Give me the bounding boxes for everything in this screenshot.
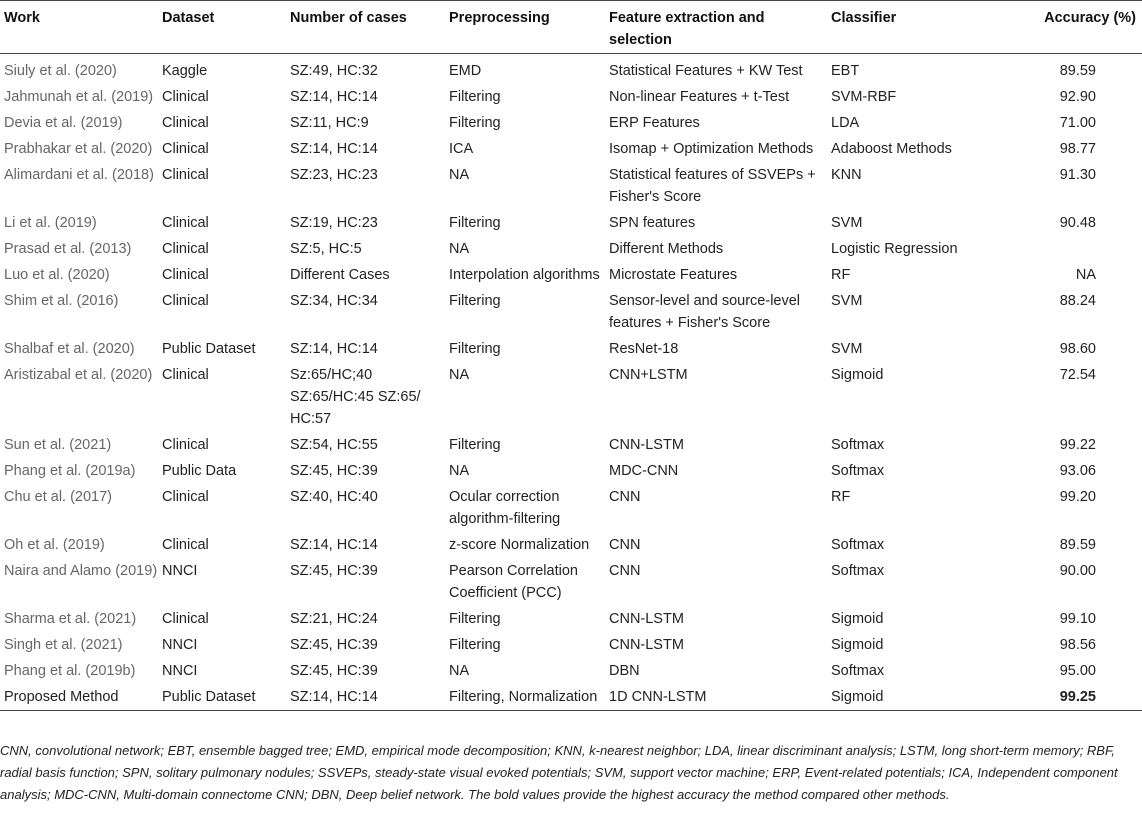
cell-classifier: Logistic Regression bbox=[831, 241, 958, 257]
cell-dataset: Clinical bbox=[162, 611, 209, 627]
cell-preprocessing: Filtering bbox=[449, 115, 501, 131]
cell-features: CNN-LSTM bbox=[609, 437, 684, 453]
cell-preprocessing: Filtering, Normalization bbox=[449, 689, 598, 705]
table-row bbox=[0, 84, 1142, 110]
table-footnote: CNN, convolutional network; EBT, ensemble bagged tree; EMD, empirical mode decomposition; KNN, k-nearest neighbor; LDA, linear discriminant analysis; LSTM, long short-term memory; RBF, radial basis function; SPN, solitary pulmonary nodules; SSVEPs, steady-state visual evoked potentials; SVM, support vector machine; ERP, Event-related potentials; ICA, Independent component analysis; MDC-CNN, Multi-domain connectome CNN; DBN, Deep belief network. The bold values provide the highest accuracy the method compared other methods. bbox=[0, 743, 1118, 802]
cell-features: CNN+LSTM bbox=[609, 367, 688, 383]
cell-features: CNN bbox=[609, 489, 641, 505]
cell-classifier: Sigmoid bbox=[831, 637, 884, 653]
cell-classifier: Sigmoid bbox=[831, 689, 884, 705]
cell-features: ResNet-18 bbox=[609, 341, 679, 357]
table-row bbox=[0, 54, 1142, 85]
cell-accuracy: 90.00 bbox=[1059, 563, 1096, 579]
cell-accuracy: 99.10 bbox=[1059, 611, 1096, 627]
cell-classifier: Softmax bbox=[831, 463, 885, 479]
cell-classifier: LDA bbox=[831, 115, 860, 131]
cell-accuracy: 92.90 bbox=[1059, 89, 1096, 105]
cell-work: Devia et al. (2019) bbox=[4, 115, 123, 131]
cell-preprocessing: EMD bbox=[449, 63, 482, 79]
cell-dataset: Clinical bbox=[162, 437, 209, 453]
header-row bbox=[0, 1, 1142, 54]
cell-cases: SZ:14, HC:14 bbox=[290, 537, 378, 553]
cell-cases: SZ:45, HC:39 bbox=[290, 563, 378, 579]
cell-work: Sharma et al. (2021) bbox=[4, 611, 137, 627]
cell-features: Different Methods bbox=[609, 241, 724, 257]
cell-cases: SZ:45, HC:39 bbox=[290, 663, 378, 679]
cell-accuracy: 93.06 bbox=[1059, 463, 1096, 479]
cell-cases: SZ:5, HC:5 bbox=[290, 241, 362, 257]
cell-preprocessing: Filtering bbox=[449, 437, 501, 453]
cell-preprocessing: NA bbox=[449, 241, 470, 257]
cell-accuracy: 95.00 bbox=[1059, 663, 1096, 679]
cell-accuracy: 99.22 bbox=[1059, 437, 1096, 453]
cell-accuracy: 90.48 bbox=[1059, 215, 1096, 231]
cell-cases: SZ:23, HC:23 bbox=[290, 167, 378, 183]
cell-accuracy: 99.20 bbox=[1059, 489, 1096, 505]
header-accuracy: Accuracy (%) bbox=[1044, 10, 1136, 26]
cell-dataset: NNCI bbox=[162, 637, 198, 653]
table-row bbox=[0, 684, 1142, 711]
cell-classifier: Adaboost Methods bbox=[831, 141, 952, 157]
cell-accuracy: 89.59 bbox=[1059, 537, 1096, 553]
cell-preprocessing: NA bbox=[449, 663, 470, 679]
cell-dataset: NNCI bbox=[162, 663, 198, 679]
cell-dataset: Public Dataset bbox=[162, 341, 256, 357]
cell-dataset: Clinical bbox=[162, 267, 209, 283]
table-row bbox=[0, 262, 1142, 288]
table-body bbox=[0, 54, 1142, 711]
cell-features: Microstate Features bbox=[609, 267, 738, 283]
cell-preprocessing: NA bbox=[449, 167, 470, 183]
cell-features: DBN bbox=[609, 663, 640, 679]
cell-work: Phang et al. (2019b) bbox=[4, 663, 136, 679]
table-row bbox=[0, 632, 1142, 658]
cell-work: Luo et al. (2020) bbox=[4, 267, 110, 283]
cell-dataset: NNCI bbox=[162, 563, 198, 579]
cell-preprocessing: Pearson Correlation Coefficient (PCC) bbox=[449, 563, 578, 601]
cell-work: Proposed Method bbox=[4, 689, 119, 705]
cell-dataset: Clinical bbox=[162, 215, 209, 231]
cell-accuracy: 88.24 bbox=[1059, 293, 1096, 309]
header-dataset: Dataset bbox=[162, 10, 215, 26]
cell-classifier: SVM-RBF bbox=[831, 89, 897, 105]
cell-classifier: EBT bbox=[831, 63, 860, 79]
cell-accuracy: 89.59 bbox=[1059, 63, 1096, 79]
cell-preprocessing: z-score Normalization bbox=[449, 537, 590, 553]
cell-work: Jahmunah et al. (2019) bbox=[4, 89, 154, 105]
cell-cases: SZ:19, HC:23 bbox=[290, 215, 378, 231]
cell-classifier: Softmax bbox=[831, 563, 885, 579]
table-row bbox=[0, 658, 1142, 684]
header-cases: Number of cases bbox=[290, 10, 407, 26]
cell-cases: SZ:49, HC:32 bbox=[290, 63, 378, 79]
cell-accuracy: 71.00 bbox=[1059, 115, 1096, 131]
cell-work: Shalbaf et al. (2020) bbox=[4, 341, 135, 357]
cell-work: Phang et al. (2019a) bbox=[4, 463, 136, 479]
cell-classifier: Softmax bbox=[831, 537, 885, 553]
cell-dataset: Public Dataset bbox=[162, 689, 256, 705]
cell-cases: SZ:14, HC:14 bbox=[290, 141, 378, 157]
cell-cases: SZ:14, HC:14 bbox=[290, 89, 378, 105]
cell-cases: SZ:34, HC:34 bbox=[290, 293, 378, 309]
table-row bbox=[0, 236, 1142, 262]
cell-preprocessing: Interpolation algorithms bbox=[449, 267, 600, 283]
cell-accuracy: 99.25 bbox=[1059, 689, 1096, 705]
table-row bbox=[0, 336, 1142, 362]
cell-cases: SZ:14, HC:14 bbox=[290, 341, 378, 357]
cell-features: Statistical Features + KW Test bbox=[609, 63, 803, 79]
table-row bbox=[0, 458, 1142, 484]
cell-classifier: SVM bbox=[831, 341, 863, 357]
cell-preprocessing: ICA bbox=[449, 141, 474, 157]
cell-accuracy: 72.54 bbox=[1059, 367, 1096, 383]
header-preprocessing: Preprocessing bbox=[449, 10, 550, 26]
table-row bbox=[0, 136, 1142, 162]
cell-preprocessing: NA bbox=[449, 367, 470, 383]
cell-features: MDC-CNN bbox=[609, 463, 679, 479]
cell-cases: SZ:11, HC:9 bbox=[290, 115, 369, 131]
cell-features: CNN-LSTM bbox=[609, 611, 684, 627]
cell-accuracy: 98.77 bbox=[1059, 141, 1096, 157]
cell-cases: SZ:45, HC:39 bbox=[290, 463, 378, 479]
cell-dataset: Public Data bbox=[162, 463, 237, 479]
cell-features: Statistical features of SSVEPs + Fisher's Score bbox=[609, 167, 816, 205]
cell-cases: SZ:21, HC:24 bbox=[290, 611, 378, 627]
table-row bbox=[0, 558, 1142, 606]
cell-accuracy: 98.60 bbox=[1059, 341, 1096, 357]
cell-features: Isomap + Optimization Methods bbox=[609, 141, 814, 157]
cell-classifier: Softmax bbox=[831, 663, 885, 679]
cell-classifier: Sigmoid bbox=[831, 611, 884, 627]
cell-work: Li et al. (2019) bbox=[4, 215, 97, 231]
cell-features: 1D CNN-LSTM bbox=[609, 689, 707, 705]
cell-dataset: Clinical bbox=[162, 167, 209, 183]
cell-preprocessing: Filtering bbox=[449, 215, 501, 231]
table-row bbox=[0, 210, 1142, 236]
table-row bbox=[0, 606, 1142, 632]
cell-accuracy: 98.56 bbox=[1059, 637, 1096, 653]
cell-cases: SZ:54, HC:55 bbox=[290, 437, 378, 453]
table-header bbox=[0, 1, 1142, 54]
table-row bbox=[0, 432, 1142, 458]
cell-features: Non-linear Features + t-Test bbox=[609, 89, 790, 105]
table-row bbox=[0, 162, 1142, 210]
table-row bbox=[0, 484, 1142, 532]
cell-classifier: KNN bbox=[831, 167, 862, 183]
table-row bbox=[0, 288, 1142, 336]
cell-cases: SZ:45, HC:39 bbox=[290, 637, 378, 653]
header-work: Work bbox=[4, 10, 40, 26]
table-row bbox=[0, 110, 1142, 136]
cell-dataset: Kaggle bbox=[162, 63, 208, 79]
cell-dataset: Clinical bbox=[162, 89, 209, 105]
cell-preprocessing: NA bbox=[449, 463, 470, 479]
cell-accuracy: NA bbox=[1075, 267, 1096, 283]
cell-preprocessing: Filtering bbox=[449, 637, 501, 653]
cell-work: Alimardani et al. (2018) bbox=[4, 167, 154, 183]
cell-dataset: Clinical bbox=[162, 241, 209, 257]
cell-preprocessing: Ocular correction algorithm-filtering bbox=[449, 489, 561, 527]
cell-work: Aristizabal et al. (2020) bbox=[4, 367, 153, 383]
cell-features: CNN-LSTM bbox=[609, 637, 684, 653]
cell-classifier: SVM bbox=[831, 215, 863, 231]
cell-features: CNN bbox=[609, 537, 641, 553]
cell-classifier: Softmax bbox=[831, 437, 885, 453]
header-features: Feature extraction and selection bbox=[609, 10, 765, 48]
cell-cases: Different Cases bbox=[290, 267, 390, 283]
cell-accuracy: 91.30 bbox=[1059, 167, 1096, 183]
cell-dataset: Clinical bbox=[162, 489, 209, 505]
cell-cases: SZ:40, HC:40 bbox=[290, 489, 378, 505]
cell-work: Shim et al. (2016) bbox=[4, 293, 119, 309]
cell-work: Naira and Alamo (2019) bbox=[4, 563, 158, 579]
header-classifier: Classifier bbox=[831, 10, 897, 26]
cell-dataset: Clinical bbox=[162, 293, 209, 309]
cell-features: Sensor-level and source-level features + Fisher's Score bbox=[609, 293, 801, 331]
cell-features: SPN features bbox=[609, 215, 696, 231]
table-row bbox=[0, 362, 1142, 432]
cell-classifier: RF bbox=[831, 489, 851, 505]
cell-preprocessing: Filtering bbox=[449, 341, 501, 357]
cell-dataset: Clinical bbox=[162, 537, 209, 553]
cell-preprocessing: Filtering bbox=[449, 611, 501, 627]
cell-classifier: RF bbox=[831, 267, 851, 283]
cell-preprocessing: Filtering bbox=[449, 89, 501, 105]
cell-work: Prasad et al. (2013) bbox=[4, 241, 132, 257]
cell-cases: Sz:65/HC;40 SZ:65/HC:45 SZ:65/ HC:57 bbox=[290, 367, 421, 427]
table-row bbox=[0, 532, 1142, 558]
cell-preprocessing: Filtering bbox=[449, 293, 501, 309]
cell-dataset: Clinical bbox=[162, 367, 209, 383]
cell-features: ERP Features bbox=[609, 115, 700, 131]
cell-cases: SZ:14, HC:14 bbox=[290, 689, 378, 705]
cell-work: Oh et al. (2019) bbox=[4, 537, 105, 553]
cell-accuracy bbox=[977, 236, 1142, 262]
cell-work: Siuly et al. (2020) bbox=[4, 63, 117, 79]
cell-work: Prabhakar et al. (2020) bbox=[4, 141, 153, 157]
cell-work: Sun et al. (2021) bbox=[4, 437, 112, 453]
cell-features: CNN bbox=[609, 563, 641, 579]
cell-classifier: SVM bbox=[831, 293, 863, 309]
cell-dataset: Clinical bbox=[162, 115, 209, 131]
cell-work: Chu et al. (2017) bbox=[4, 489, 113, 505]
cell-work: Singh et al. (2021) bbox=[4, 637, 123, 653]
cell-classifier: Sigmoid bbox=[831, 367, 884, 383]
cell-dataset: Clinical bbox=[162, 141, 209, 157]
